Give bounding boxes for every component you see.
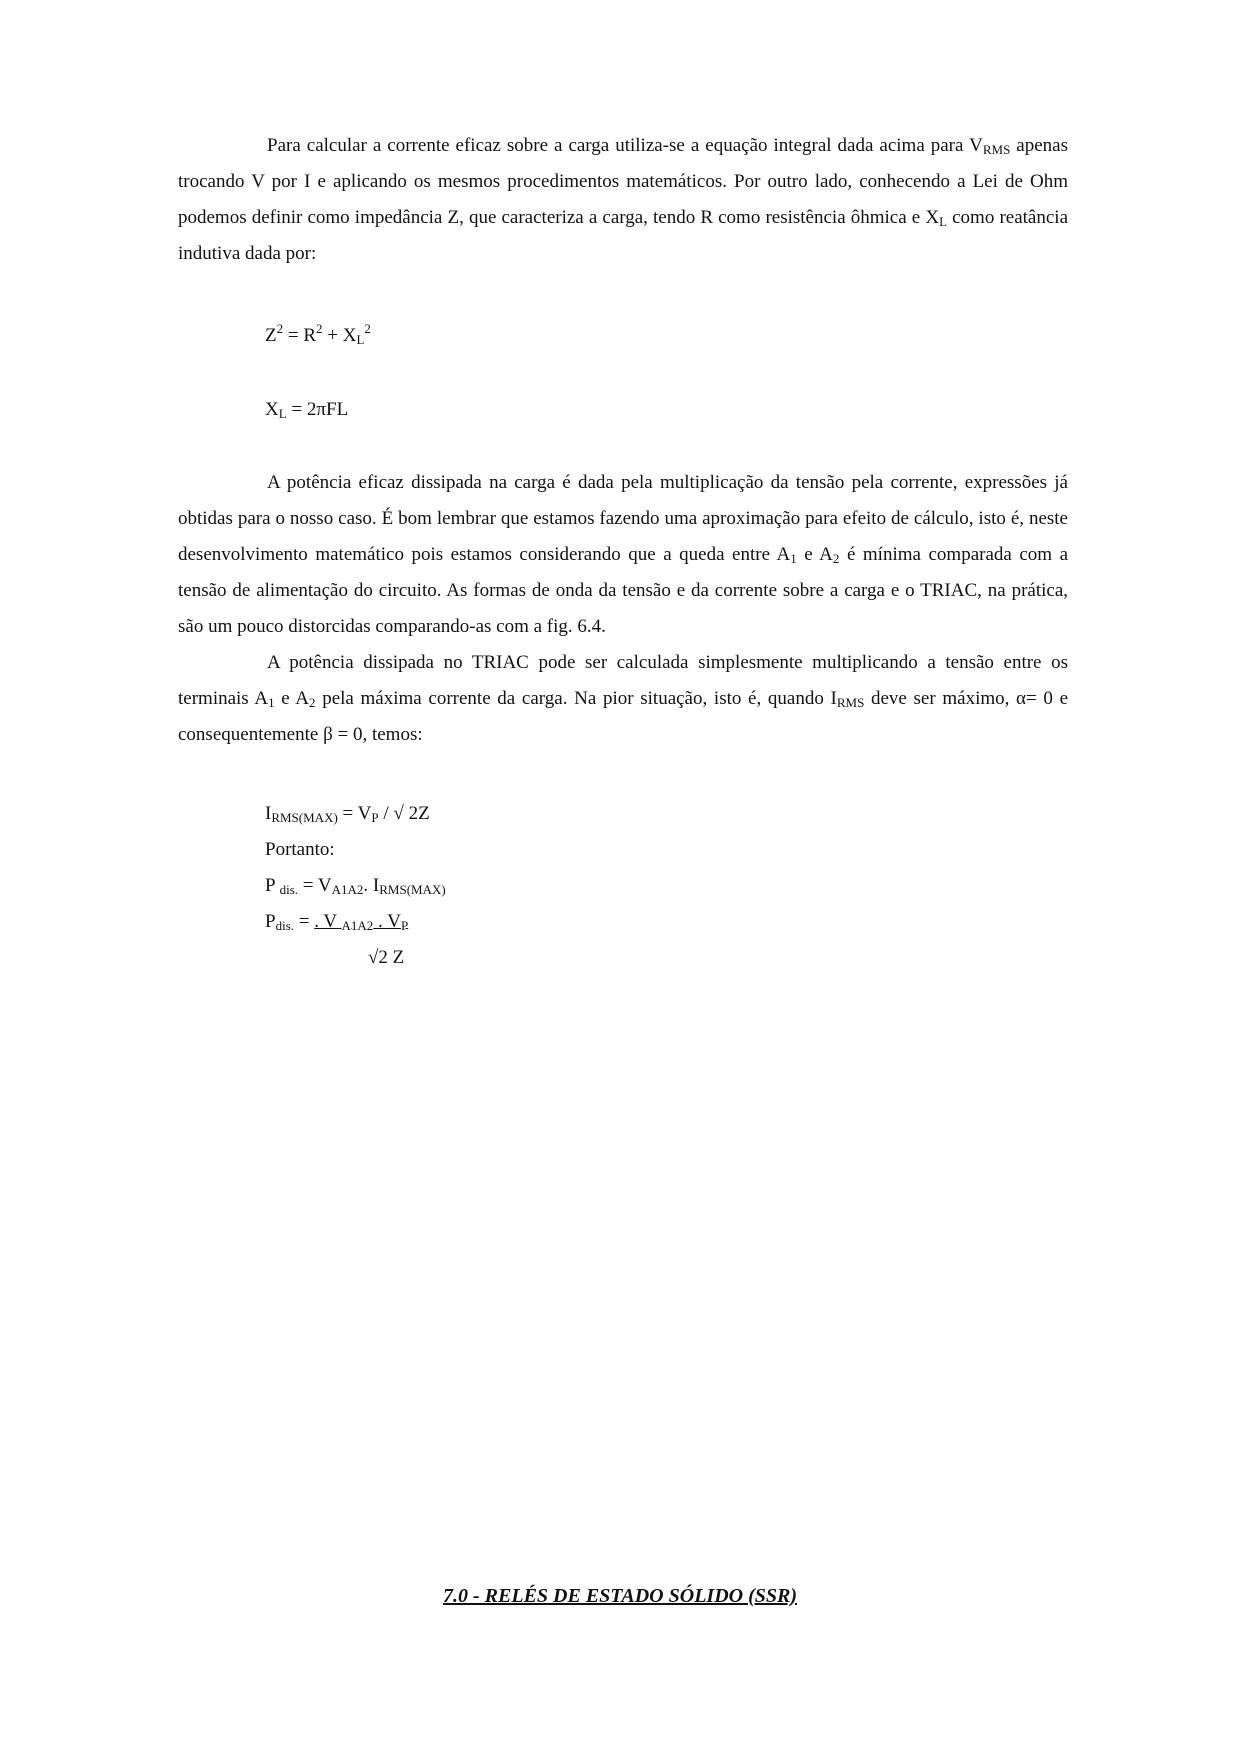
subscript: L — [939, 214, 948, 229]
superscript: 2 — [276, 321, 284, 336]
subscript: RMS — [982, 142, 1011, 157]
subscript: 1 — [790, 551, 797, 566]
text-run: = V — [337, 803, 372, 824]
text-run: + X — [322, 325, 357, 346]
label-portanto: Portanto: — [265, 839, 335, 860]
text-run: e A — [796, 544, 833, 565]
superscript: 2 — [364, 321, 371, 336]
equation-impedance — [265, 322, 371, 350]
text-run: A potência dissipada no TRIAC pode ser calculada simplesmente multiplicando a tensão entre os terminais A — [178, 652, 1068, 709]
subscript: dis. — [279, 882, 299, 897]
text-run: I — [265, 803, 272, 824]
text-run: V — [969, 135, 983, 156]
subscript: L — [278, 406, 287, 421]
text-run: Para calcular a corrente eficaz sobre a carga utiliza-se a equação integral dada acima para — [267, 135, 970, 156]
paragraph-power-triac — [178, 645, 1068, 753]
text-run: apenas trocando V por I e aplicando os mesmos procedimentos matemáticos. Por outro lado, conhecendo a Lei de Ohm podemos definir como impedância Z, que caracteriza a carga, tendo R como resistência ôhmica e — [178, 135, 1069, 228]
text-run: é mínima comparada com a tensão de alimentação do circuito. As formas de onda da tensão e da corrente sobre a carga e o TRIAC, na prática, são um pouco distorcidas comparando-as com a fig. 6.4. — [178, 544, 1069, 637]
text-run: X — [925, 207, 940, 228]
text-run: = V — [298, 875, 332, 896]
text-run: = — [294, 911, 315, 932]
text-run: X — [265, 399, 279, 420]
subscript: RMS(MAX) — [379, 882, 446, 897]
equation-reactance — [265, 396, 348, 424]
subscript: L — [356, 332, 365, 347]
subscript: 2 — [309, 695, 316, 710]
text-run: A — [776, 544, 791, 565]
subscript: P — [371, 810, 379, 825]
text-run: e A — [274, 688, 310, 709]
text-run: . V — [314, 911, 342, 932]
fraction-numerator — [314, 911, 408, 932]
text-run: deve ser máximo, α= 0 e consequentemente β = 0, temos: — [178, 688, 1069, 745]
paragraph-rms-current — [178, 128, 1068, 272]
fraction-denominator: √2 Z — [368, 947, 405, 968]
text-run: . V — [373, 911, 401, 932]
text-run: Z — [265, 325, 277, 346]
text-run: A potência eficaz dissipada na carga é dada pela multiplicação da tensão pela corrente, expressões já obtidas para o nosso caso. É bom lembrar que estamos fazendo uma aproximação para efeito de cálculo, isto é, neste desenvolvimento matemático pois estamos considerando que a queda entre — [178, 472, 1068, 565]
text-run: P — [265, 911, 276, 932]
superscript: 2 — [316, 321, 323, 336]
subscript: RMS(MAX) — [271, 810, 338, 825]
subscript: 1 — [268, 695, 275, 710]
text-run: / √ 2Z — [378, 803, 430, 824]
text-run: pela máxima corrente da carga. Na pior situação, isto é, quando I — [315, 688, 837, 709]
equation-power-dissipated — [265, 872, 446, 900]
subscript: 2 — [832, 551, 840, 566]
subscript: RMS — [836, 695, 865, 710]
subscript: A1A2 — [341, 918, 374, 933]
section-heading: 7.0 - RELÉS DE ESTADO SÓLIDO (SSR) — [443, 1585, 797, 1607]
text-run: = R — [283, 325, 316, 346]
equation-power-fraction — [265, 908, 408, 936]
subscript: P — [400, 918, 409, 933]
text-run: como reatância indutiva dada por: — [178, 207, 1068, 264]
text-run: . I — [363, 875, 380, 896]
text-run: = 2πFL — [286, 399, 349, 420]
subscript: A1A2 — [331, 882, 364, 897]
paragraph-power-load — [178, 465, 1068, 645]
subscript: dis. — [275, 918, 294, 933]
text-run: P — [265, 875, 280, 896]
equation-irms-max — [265, 800, 430, 828]
